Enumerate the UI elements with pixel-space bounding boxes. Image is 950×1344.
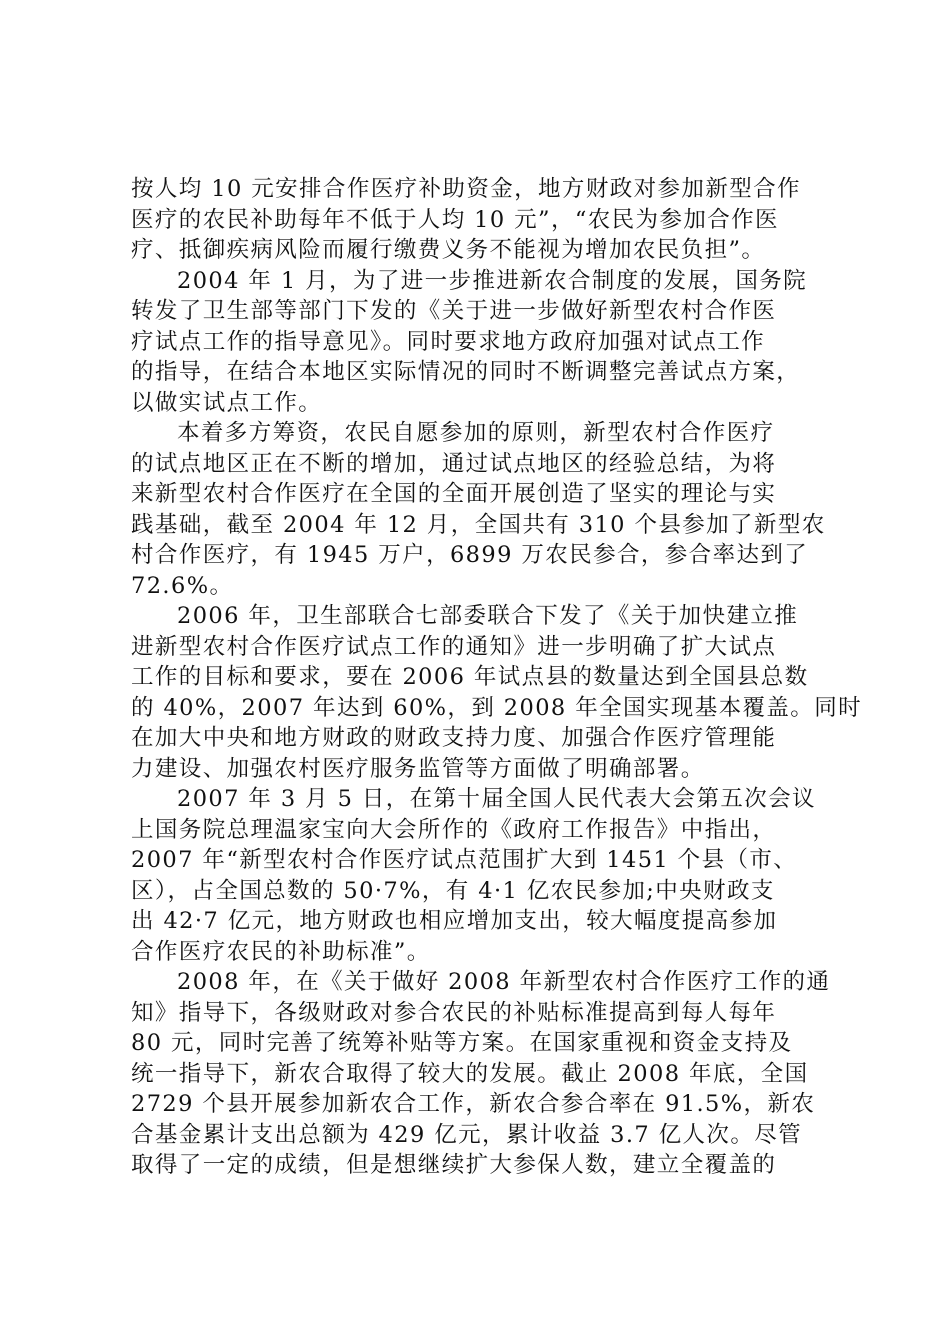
text-line: 2007 年 3 月 5 日，在第十届全国人民代表大会第五次会议 xyxy=(177,786,816,812)
text-line: 疗、抵御疾病风险而履行缴费义务不能视为增加农民负担”。 xyxy=(131,237,766,263)
text-line: 以做实试点工作。 xyxy=(131,389,323,416)
document-body xyxy=(131,174,863,1181)
paragraph-1 xyxy=(131,174,831,266)
text-line: 进新型农村合作医疗试点工作的通知》进一步明确了扩大试点 xyxy=(131,633,777,660)
text-line: 转发了卫生部等部门下发的《关于进一步做好新型农村合作医 xyxy=(131,298,777,324)
text-line: 知》指导下，各级财政对参合农民的补贴标准提高到每人每年 xyxy=(131,999,777,1026)
text-line: 2008 年，在《关于做好 2008 年新型农村合作医疗工作的通 xyxy=(177,969,831,995)
paragraph-3 xyxy=(131,418,831,601)
paragraph-6 xyxy=(131,967,831,1181)
text-line: 践基础，截至 2004 年 12 月，全国共有 310 个县参加了新型农 xyxy=(131,511,826,538)
text-line: 疗试点工作的指导意见》。同时要求地方政府加强对试点工作 xyxy=(131,328,766,355)
text-line: 的试点地区正在不断的增加，通过试点地区的经验总结，为将 xyxy=(131,450,777,477)
text-line: 的指导，在结合本地区实际情况的同时不断调整完善试点方案， xyxy=(131,359,801,385)
text-line: 村合作医疗，有 1945 万户，6899 万农民参合，参合率达到了 xyxy=(131,542,809,568)
text-line: 的 40%，2007 年达到 60%，到 2008 年全国实现基本覆盖。同时 xyxy=(131,694,863,721)
text-line: 统一指导下，新农合取得了较大的发展。截止 2008 年底，全国 xyxy=(131,1060,809,1087)
text-line: 本着多方筹资，农民自愿参加的原则，新型农村合作医疗 xyxy=(177,420,775,446)
text-line: 出 42·7 亿元，地方财政也相应增加支出，较大幅度提高参加 xyxy=(131,908,778,934)
text-line: 2006 年，卫生部联合七部委联合下发了《关于加快建立推 xyxy=(177,603,799,629)
text-line: 力建设、加强农村医疗服务监管等方面做了明确部署。 xyxy=(131,755,705,782)
text-line: 合作医疗农民的补助标准”。 xyxy=(131,938,431,965)
text-line: 合基金累计支出总额为 429 亿元，累计收益 3.7 亿人次。尽管 xyxy=(131,1121,803,1148)
text-line: 区），占全国总数的 50·7%，有 4·1 亿农民参加;中央财政支 xyxy=(131,877,775,904)
text-line: 2007 年“新型农村合作医疗试点范围扩大到 1451 个县（市、 xyxy=(131,847,798,873)
text-line: 取得了一定的成绩，但是想继续扩大参保人数，建立全覆盖的 xyxy=(131,1152,777,1178)
text-line: 72.6%。 xyxy=(131,572,234,599)
text-line: 上国务院总理温家宝向大会所作的《政府工作报告》中指出， xyxy=(131,816,777,843)
text-line: 来新型农村合作医疗在全国的全面开展创造了坚实的理论与实 xyxy=(131,481,777,507)
text-line: 2729 个县开展参加新农合工作，新农合参合率在 91.5%，新农 xyxy=(131,1091,816,1117)
text-line: 80 元，同时完善了统筹补贴等方案。在国家重视和资金支持及 xyxy=(131,1030,793,1056)
text-line: 2004 年 1 月，为了进一步推进新农合制度的发展，国务院 xyxy=(177,267,808,294)
text-line: 按人均 10 元安排合作医疗补助资金，地方财政对参加新型合作 xyxy=(131,176,801,202)
paragraph-2 xyxy=(131,266,831,419)
text-line: 工作的目标和要求，要在 2006 年试点县的数量达到全国县总数 xyxy=(131,664,809,690)
paragraph-4 xyxy=(131,601,863,784)
text-line: 在加大中央和地方财政的财政支持力度、加强合作医疗管理能 xyxy=(131,725,777,751)
text-line: 医疗的农民补助每年不低于人均 10 元”，“农民为参加合作医 xyxy=(131,206,779,233)
paragraph-5 xyxy=(131,784,831,967)
